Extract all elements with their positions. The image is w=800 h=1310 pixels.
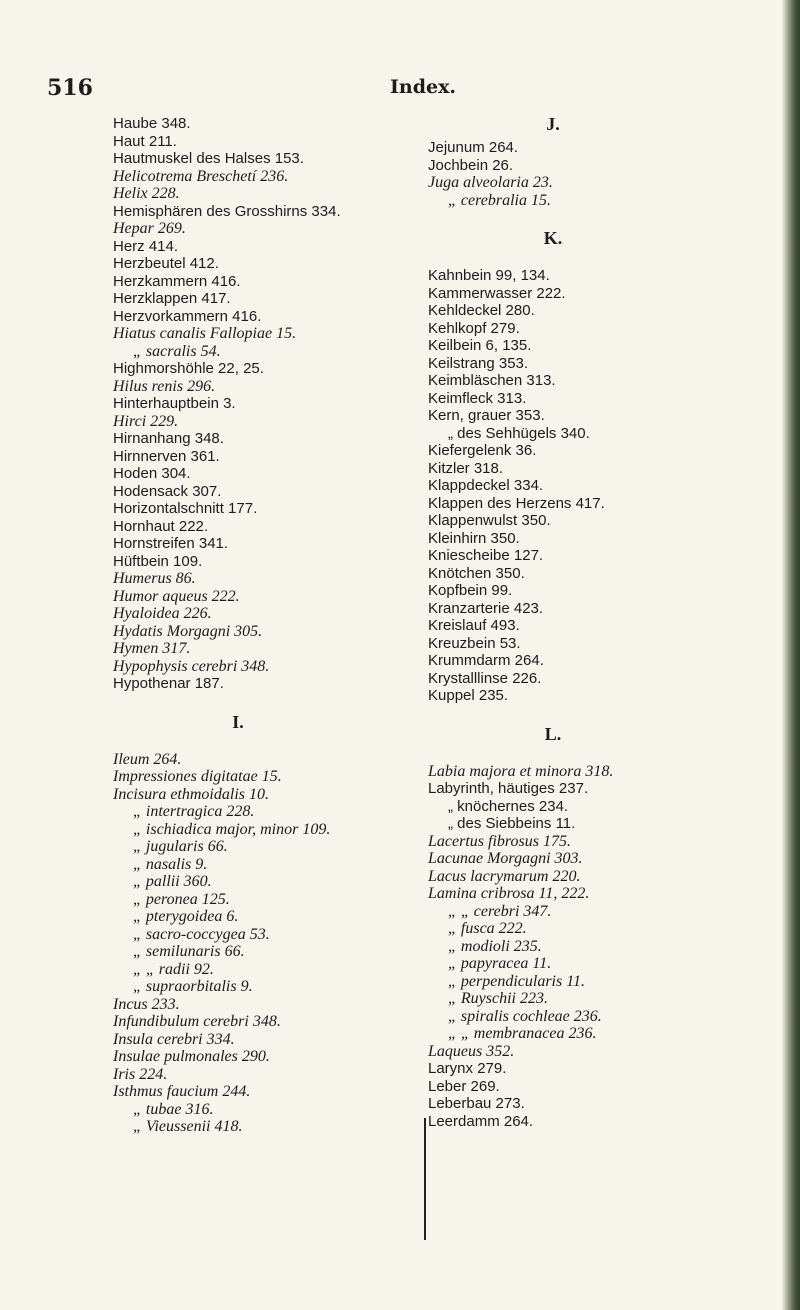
index-entry: Labyrinth, häutiges 237. [428,780,589,797]
index-entry: „ intertragica 228. [133,803,255,820]
index-entry: „ nasalis 9. [133,855,208,873]
index-entry: Juga alveolaria 23. [428,174,553,191]
index-entry: „ tubae 316. [133,1100,214,1118]
index-entry: Larynx 279. [428,1060,507,1077]
section-letter: K. [543,228,563,248]
index-entry: Hirci 229. [113,412,179,430]
index-entry: Kreislauf 493. [428,617,520,634]
index-entry: Herzklappen 417. [113,290,231,307]
index-entry: Leberbau 273. [428,1095,525,1112]
index-entry: „ spiralis cochleae 236. [448,1007,602,1025]
index-entry: Kreuzbein 53. [428,634,521,652]
index-entry: Haut 211. [113,132,177,150]
index-entry: Horizontalschnitt 177. [113,500,258,517]
index-entry: „ papyracea 11. [448,955,552,972]
index-entry: Klappenwulst 350. [428,512,551,529]
index-entry: Kleinhirn 350. [428,529,520,547]
index-entry: Kniescheibe 127. [428,547,544,564]
index-entry: Jochbein 26. [428,156,514,174]
index-entry: Hymen 317. [113,640,191,657]
index-entry: Lacus lacrymarum 220. [428,867,581,885]
index-column-left [113,115,363,1136]
index-entry: Kahnbein 99, 134. [428,267,550,284]
index-entry: Herzkammern 416. [113,272,241,290]
index-entry: Haube 348. [113,115,191,132]
index-entry: Incisura ethmoidalis 10. [113,785,269,803]
page-number: 516 [47,75,93,101]
index-entry: „ pallii 360. [133,873,212,890]
index-entry: Hoden 304. [113,465,191,482]
index-entry: „ „ radii 92. [133,960,214,978]
index-entry: Hirnanhang 348. [113,430,224,447]
index-entry: „ des Sehhügels 340. [448,424,590,442]
index-entry: Lacertus fibrosus 175. [428,832,571,850]
index-entry: „ semilunaris 66. [133,943,245,960]
index-entry: Hydatis Morgagni 305. [113,622,263,640]
index-entry: Hemisphären des Grosshirns 334. [113,202,341,220]
index-entry: Keimfleck 313. [428,389,527,407]
index-entry: Knötchen 350. [428,564,525,582]
index-entry: Krystalllinse 226. [428,669,542,687]
index-column-right [428,115,678,1130]
index-entry: Kammerwasser 222. [428,284,566,302]
index-entry: Kern, grauer 353. [428,407,545,424]
index-entry: Hinterhauptbein 3. [113,395,236,412]
index-entry: Kehlkopf 279. [428,319,520,337]
index-entry: „ Ruyschii 223. [448,990,548,1007]
index-entry: Kuppel 235. [428,687,509,704]
index-entry: Insulae pulmonales 290. [113,1048,270,1065]
index-entry: Kiefergelenk 36. [428,442,537,459]
index-entry: Herzvorkammern 416. [113,307,262,325]
index-entry: „ fusca 222. [448,920,527,937]
index-entry: „ „ membranacea 236. [448,1025,597,1042]
index-entry: Ileum 264. [113,750,182,768]
index-entry: „ Vieussenii 418. [133,1118,243,1135]
index-entry: Lamina cribrosa 11, 222. [428,885,590,902]
index-entry: Kitzler 318. [428,459,504,477]
index-entry: Hirnnerven 361. [113,447,220,465]
section-letter: L. [544,723,562,744]
index-entry: Leerdamm 264. [428,1112,534,1130]
index-entry: Keilstrang 353. [428,354,529,372]
index-entry: Laqueus 352. [428,1042,515,1060]
index-entry: Kopfbein 99. [428,582,513,599]
index-entry: Klappen des Herzens 417. [428,494,605,512]
index-entry: Helix 228. [113,185,180,202]
index-entry: „ perpendicularis 11. [448,972,586,990]
index-entry: Incus 233. [113,995,180,1013]
index-entry: Humor aqueus 222. [113,587,240,605]
index-entry: „ cerebralia 15. [448,191,551,209]
index-entry: Hypophysis cerebri 348. [113,657,270,675]
index-entry: „ sacralis 54. [133,342,221,360]
index-entry: Herzbeutel 412. [113,255,219,272]
index-entry: Hypothenar 187. [113,675,224,692]
index-entry: Hautmuskel des Halses 153. [113,150,304,167]
index-entry: Herz 414. [113,237,179,255]
index-entry: Kehldeckel 280. [428,302,535,319]
index-entry: Hodensack 307. [113,482,222,500]
index-entry: Lacunae Morgagni 303. [428,850,583,867]
index-entry: Hilus renis 296. [113,377,216,395]
index-entry: Iris 224. [113,1065,168,1083]
index-entry: „ pterygoidea 6. [133,908,239,925]
index-entry: „ supraorbitalis 9. [133,978,253,995]
page-edge-shadow [782,0,800,1310]
index-entry: Helicotrema Breschetí 236. [113,167,289,185]
index-entry: „ knöchernes 234. [448,797,569,815]
index-entry: Hyaloidea 226. [113,605,212,622]
index-entry: Insula cerebri 334. [113,1030,235,1048]
index-entry: Leber 269. [428,1077,500,1095]
index-entry: „ „ cerebri 347. [448,902,552,920]
index-entry: „ peronea 125. [133,890,230,908]
index-entry: „ jugularis 66. [133,838,228,855]
section-letter: J. [546,114,560,134]
index-entry: Hüftbein 109. [113,552,203,570]
index-entry: Klappdeckel 334. [428,477,544,494]
column-bracket [424,1118,426,1240]
index-entry: Hepar 269. [113,220,186,237]
index-entry: Keimbläschen 313. [428,372,556,389]
index-entry: Hornhaut 222. [113,517,209,535]
index-entry: Jejunum 264. [428,139,519,156]
index-entry: Impressiones digitatae 15. [113,768,282,785]
index-entry: „ sacro-coccygea 53. [133,925,270,943]
index-entry: Kranzarterie 423. [428,599,544,617]
index-entry: „ modioli 235. [448,937,542,955]
index-entry: Isthmus faucium 244. [113,1083,251,1100]
index-entry: Labia majora et minora 318. [428,762,614,780]
index-entry: Humerus 86. [113,570,196,587]
running-head: Index. [390,76,457,98]
index-entry: Krummdarm 264. [428,652,544,669]
index-entry: Infundibulum cerebri 348. [113,1013,281,1030]
index-entry: „ ischiadica major, minor 109. [133,820,331,838]
section-letter: I. [232,711,244,732]
index-entry: Highmorshöhle 22, 25. [113,360,264,377]
index-entry: Hornstreifen 341. [113,535,229,552]
index-entry: „ des Siebbeins 11. [448,815,576,832]
index-entry: Hiatus canalis Fallopiae 15. [113,325,297,342]
index-entry: Keilbein 6, 135. [428,337,532,354]
